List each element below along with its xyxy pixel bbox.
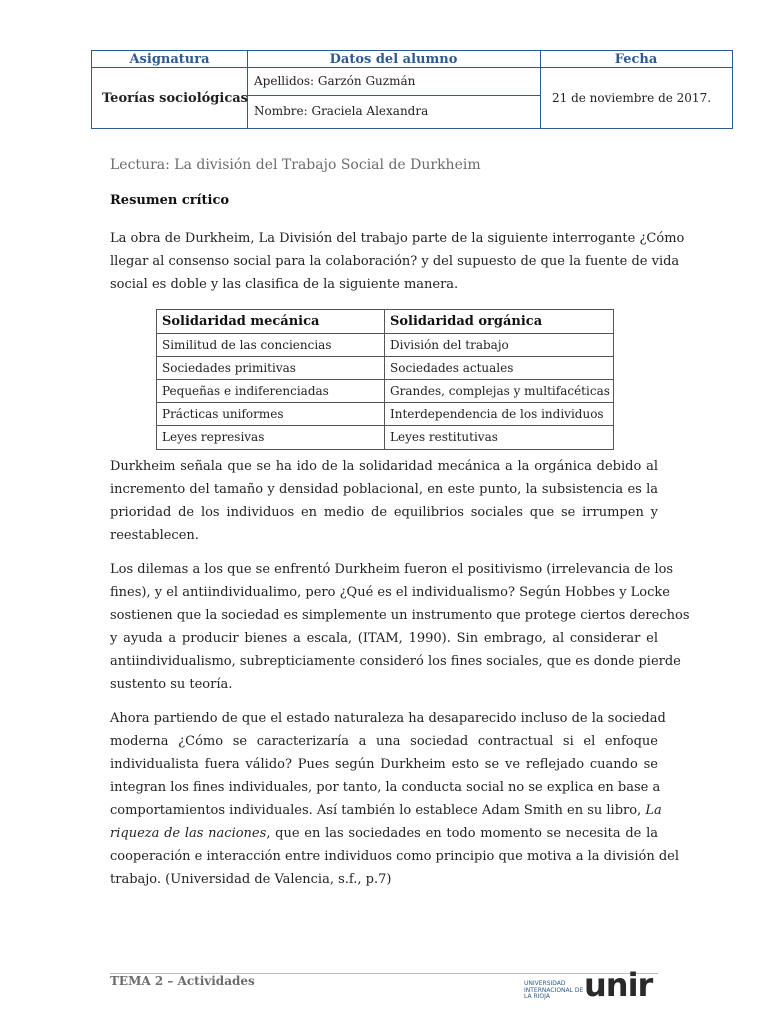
university-name-logo: UNIVERSIDAD INTERNACIONAL DE LA RIOJA xyxy=(524,980,584,1000)
header-divider xyxy=(247,95,540,96)
name-value: Nombre: Graciela Alexandra xyxy=(254,104,429,118)
header-student-title: Datos del alumno xyxy=(329,52,458,67)
paragraph-line: moderna ¿Cómo se caracterizaría a una sociedad contractual si el enfoque xyxy=(110,734,658,749)
table-header-cell: Solidaridad mecánica xyxy=(157,310,385,333)
paragraph-line: prioridad de los individuos en medio de equilibrios sociales que se irrumpen y xyxy=(110,505,658,520)
paragraph-line: sostienen que la sociedad es simplemente un instrumento que protege ciertos derechos xyxy=(110,608,690,623)
table-row xyxy=(157,357,613,380)
paragraph-line: Ahora partiendo de que el estado naturaleza ha desaparecido incluso de la sociedad xyxy=(110,711,666,726)
paragraph-line: Durkheim señala que se ha ido de la solidaridad mecánica a la orgánica debido al xyxy=(110,459,658,474)
header-subject-title: Asignatura xyxy=(129,52,210,67)
paragraph-3 xyxy=(110,558,690,696)
paragraph-line: integran los fines individuales, por tanto, la conducta social no se explica en base a xyxy=(110,780,661,795)
table-header-cell: Solidaridad orgánica xyxy=(390,314,543,329)
header-table xyxy=(91,50,733,129)
paragraph-line: llegar al consenso social para la colaboración? y del supuesto de que la fuente de vida xyxy=(110,254,680,269)
surname-value: Apellidos: Garzón Guzmán xyxy=(254,74,416,88)
header-divider xyxy=(540,51,541,128)
table-cell: Leyes restitutivas xyxy=(390,430,498,444)
paragraph-1 xyxy=(110,227,685,296)
paragraph-line: individualista fuera válido? Pues según Durkheim esto se ve reflejado cuando se xyxy=(110,757,658,772)
unir-logo: unir xyxy=(584,966,653,1004)
table-cell: Sociedades primitivas xyxy=(157,357,385,380)
book-title-italic: riqueza de las naciones xyxy=(110,826,267,841)
table-row xyxy=(157,403,613,426)
table-cell: Leyes represivas xyxy=(157,426,385,449)
paragraph-line: incremento del tamaño y densidad poblacional, en este punto, la subsistencia es la xyxy=(110,482,658,497)
paragraph-line xyxy=(110,822,658,845)
paragraph-4 xyxy=(110,707,679,891)
paragraph-line: antiindividualismo, subrepticiamente consideró los fines sociales, que es donde pierde xyxy=(110,654,681,669)
paragraph-line: y ayuda a producir bienes a escala, (ITAM, 1990). Sin embrago, al considerar el xyxy=(110,631,658,646)
header-row xyxy=(92,51,732,68)
table-cell: Interdependencia de los individuos xyxy=(390,407,604,421)
table-header-row xyxy=(157,310,613,334)
paragraph-line xyxy=(110,799,662,822)
subject-value: Teorías sociológicas xyxy=(102,91,248,106)
paragraph-2 xyxy=(110,455,658,547)
paragraph-line: reestablecen. xyxy=(110,528,199,543)
section-title: Resumen crítico xyxy=(110,193,230,208)
table-cell: Prácticas uniformes xyxy=(157,403,385,426)
table-cell: Grandes, complejas y multifacéticas xyxy=(390,384,610,398)
paragraph-line: fines), y el antiindividualimo, pero ¿Qué es el individualismo? Según Hobbes y Locke xyxy=(110,585,670,600)
table-row xyxy=(157,426,613,449)
text-segment: , que en las sociedades en todo momento se necesita de la xyxy=(266,826,658,841)
date-value: 21 de noviembre de 2017. xyxy=(552,91,712,105)
text-segment: comportamientos individuales. Así también lo establece Adam Smith en su libro, xyxy=(110,803,646,818)
paragraph-line: trabajo. (Universidad de Valencia, s.f., p.7) xyxy=(110,872,392,887)
paragraph-line: Los dilemas a los que se enfrentó Durkheim fueron el positivismo (irrelevancia de los xyxy=(110,562,674,577)
header-date-title: Fecha xyxy=(614,52,658,67)
solidarity-table xyxy=(156,309,614,450)
header-divider xyxy=(247,51,248,128)
table-row xyxy=(157,334,613,357)
reading-title: Lectura: La división del Trabajo Social de Durkheim xyxy=(110,157,481,173)
table-cell: Sociedades actuales xyxy=(390,361,514,375)
paragraph-line: social es doble y las clasifica de la siguiente manera. xyxy=(110,277,459,292)
table-row xyxy=(157,380,613,403)
footer-topic: TEMA 2 – Actividades xyxy=(110,974,255,988)
paragraph-line: cooperación e interacción entre individuos como principio que motiva a la división del xyxy=(110,849,679,864)
paragraph-line: La obra de Durkheim, La División del trabajo parte de la siguiente interrogante ¿Cómo xyxy=(110,231,685,246)
paragraph-line: sustento su teoría. xyxy=(110,677,233,692)
book-title-italic: La xyxy=(645,803,662,818)
table-cell: División del trabajo xyxy=(390,338,509,352)
table-cell: Pequeñas e indiferenciadas xyxy=(157,380,385,403)
table-cell: Similitud de las conciencias xyxy=(157,334,385,357)
